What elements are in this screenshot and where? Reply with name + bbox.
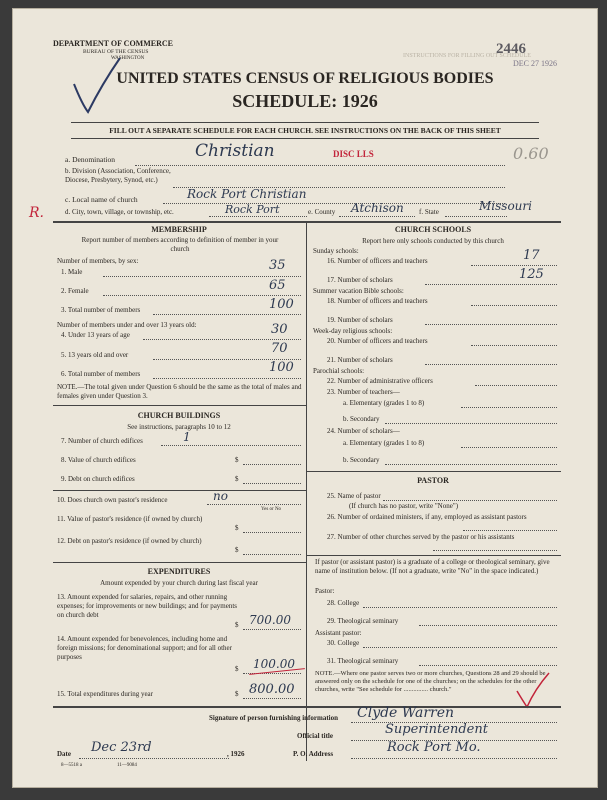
q24a-line xyxy=(461,447,557,448)
pastor-note: NOTE.—Where one pastor serves two or more churches, Questions 28 and 29 should be answered only on the schedule for one of the churches; on the schedules for the other churches, write "See schedule for ............... church." xyxy=(315,670,546,693)
q29-label: 29. Theological seminary xyxy=(327,617,399,625)
faint-instructions: INSTRUCTIONS FOR FILLING OUT SCHEDULE xyxy=(403,53,531,59)
q17-label: 17. Number of scholars xyxy=(327,276,393,284)
city-label: WASHINGTON xyxy=(111,56,145,61)
city-value: Rock Port xyxy=(225,203,280,216)
city-line xyxy=(209,216,307,217)
q22-line xyxy=(475,385,557,386)
q14-dollar: $ xyxy=(235,665,239,673)
expenditures-title: EXPENDITURES xyxy=(147,567,211,576)
q23-label: 23. Number of teachers— xyxy=(327,388,400,396)
section-divider xyxy=(306,471,561,472)
q14-label: 14. Amount expended for benevolences, including home and foreign missions; for denominational support; and for all other purposes xyxy=(57,635,232,661)
section-divider xyxy=(53,562,306,563)
local-name-value: Rock Port Christian xyxy=(187,187,307,201)
divider xyxy=(71,122,539,123)
membership-intro: Report number of members according to definition of member in your church xyxy=(81,236,279,253)
denomination-line xyxy=(135,165,505,166)
county-line xyxy=(339,216,415,217)
q11-line xyxy=(243,532,301,533)
q10-value: no xyxy=(213,489,228,503)
bureau-label: BUREAU OF THE CENSUS xyxy=(83,49,149,55)
section-divider xyxy=(53,405,306,406)
q11-dollar: $ xyxy=(235,524,239,532)
q5-value: 70 xyxy=(271,341,288,356)
q8-line xyxy=(243,464,301,465)
age-heading: Number of members under and over 13 years old: xyxy=(57,321,197,329)
q21-line xyxy=(425,364,557,365)
buildings-title: CHURCH BUILDINGS xyxy=(137,411,221,420)
assistant-heading: Assistant pastor: xyxy=(315,629,362,637)
date-label: Date xyxy=(57,750,71,758)
signature-label: Signature of person furnishing information xyxy=(209,714,338,722)
city-label: d. City, town, village, or township, etc. xyxy=(65,208,174,216)
form-number: 8—5518 a xyxy=(61,763,82,768)
stamp-date: DEC 27 1926 xyxy=(513,59,557,68)
signature-value: Clyde Warren xyxy=(357,705,455,721)
pastor-title: PASTOR xyxy=(417,476,449,485)
q31-label: 31. Theological seminary xyxy=(327,657,399,665)
po-address-line xyxy=(351,758,557,759)
section-divider xyxy=(53,490,306,491)
summer-heading: Summer vacation Bible schools: xyxy=(313,287,404,295)
section-divider xyxy=(53,221,561,223)
census-schedule-sheet xyxy=(12,8,598,788)
q16-label: 16. Number of officers and teachers xyxy=(327,257,428,265)
q17-line xyxy=(425,284,557,285)
official-title-value: Superintendent xyxy=(385,722,488,737)
q16-line xyxy=(471,265,557,266)
q9-line xyxy=(243,483,301,484)
q23b-line xyxy=(385,423,557,424)
state-value: Missouri xyxy=(479,199,532,213)
disc-stamp: DISC LLS xyxy=(333,149,374,159)
q17-value: 125 xyxy=(519,267,544,282)
county-label: e. County xyxy=(308,208,336,216)
q21-label: 21. Number of scholars xyxy=(327,356,393,364)
schools-intro: Report here only schools conducted by this church xyxy=(362,237,504,245)
r-mark: R. xyxy=(29,205,44,221)
county-value: Atchison xyxy=(351,201,404,215)
print-number: 11—9084 xyxy=(117,763,137,768)
q15-label: 15. Total expenditures during year xyxy=(57,690,153,698)
q1-label: 1. Male xyxy=(61,268,83,276)
q9-label: 9. Debt on church edifices xyxy=(61,475,135,483)
q25-line xyxy=(383,500,557,501)
q13-dollar: $ xyxy=(235,621,239,629)
date-year: , 1926 xyxy=(227,750,245,758)
local-name-label: c. Local name of church xyxy=(65,195,138,204)
q4-value: 30 xyxy=(271,322,288,337)
po-address-value: Rock Port Mo. xyxy=(387,740,481,755)
q2-label: 2. Female xyxy=(61,287,89,295)
q9-dollar: $ xyxy=(235,475,239,483)
q8-label: 8. Value of church edifices xyxy=(61,456,136,464)
q19-label: 19. Number of scholars xyxy=(327,316,393,324)
q7-label: 7. Number of church edifices xyxy=(61,437,143,445)
schools-title: CHURCH SCHOOLS xyxy=(394,225,472,234)
expenditures-intro: Amount expended by your church during last fiscal year xyxy=(100,579,258,587)
q4-line xyxy=(143,339,301,340)
section-divider xyxy=(306,555,561,556)
q23b-label: b. Secondary xyxy=(343,415,380,423)
denomination-label: a. Denomination xyxy=(65,155,115,164)
denomination-code: 0.60 xyxy=(513,144,549,163)
q7-value: 1 xyxy=(183,430,191,444)
q6-label: 6. Total number of members xyxy=(61,370,141,378)
division-label: b. Division (Association, Conference, Diocese, Presbytery, Synod, etc.) xyxy=(65,167,171,184)
q1-line xyxy=(103,276,301,277)
q31-line xyxy=(419,665,557,666)
q12-dollar: $ xyxy=(235,546,239,554)
q18-label: 18. Number of officers and teachers xyxy=(327,297,428,305)
po-address-label: P. O. Address xyxy=(293,750,334,758)
q24b-line xyxy=(385,464,557,465)
yes-or-no-note: Yes or No xyxy=(261,507,282,512)
q1-value: 35 xyxy=(269,258,286,273)
q6-line xyxy=(153,378,301,379)
state-label: f. State xyxy=(419,208,439,216)
q27-line xyxy=(433,550,557,551)
q10-label: 10. Does church own pastor's residence xyxy=(57,496,168,504)
q4-label: 4. Under 13 years of age xyxy=(61,331,130,339)
buildings-instruction: See instructions, paragraphs 10 to 12 xyxy=(127,423,231,431)
section-divider xyxy=(53,706,561,708)
q26-label: 26. Number of ordained ministers, if any, employed as assistant pastors xyxy=(327,513,527,521)
q3-value: 100 xyxy=(269,297,294,312)
divider xyxy=(71,138,539,139)
q28-label: 28. College xyxy=(327,599,360,607)
q24-label: 24. Number of scholars— xyxy=(327,427,400,435)
q24b-label: b. Secondary xyxy=(343,456,380,464)
q11-label: 11. Value of pastor's residence (if owned by church) xyxy=(57,515,203,523)
department-label: DEPARTMENT OF COMMERCE xyxy=(53,39,174,48)
q30-label: 30. College xyxy=(327,639,360,647)
membership-note: NOTE.—The total given under Question 6 should be the same as the total of males and females given under Question 3. xyxy=(57,383,302,400)
q20-line xyxy=(471,345,557,346)
q8-dollar: $ xyxy=(235,456,239,464)
date-line xyxy=(79,758,229,759)
by-sex-heading: Number of members, by sex: xyxy=(57,257,139,265)
form-subtitle: SCHEDULE: 1926 xyxy=(232,91,378,111)
check-mark-icon xyxy=(513,671,553,711)
q16-value: 17 xyxy=(523,248,540,263)
q12-label: 12. Debt on pastor's residence (if owned by church) xyxy=(57,537,202,545)
q13-value: 700.00 xyxy=(249,613,291,627)
q30-line xyxy=(363,647,557,648)
q3-label: 3. Total number of members xyxy=(61,306,141,314)
q13-line xyxy=(243,629,301,630)
q14-value: 100.00 xyxy=(253,657,295,671)
q2-value: 65 xyxy=(269,278,286,293)
weekday-heading: Week-day religious schools: xyxy=(313,327,393,335)
q28-line xyxy=(363,607,557,608)
q19-line xyxy=(425,324,557,325)
q26-line xyxy=(463,530,557,531)
membership-title: MEMBERSHIP xyxy=(151,225,207,234)
q12-line xyxy=(243,554,301,555)
q22-label: 22. Number of administrative officers xyxy=(327,377,433,385)
date-value: Dec 23rd xyxy=(91,740,152,755)
q27-label: 27. Number of other churches served by the pastor or his assistants xyxy=(327,533,515,541)
q7-line xyxy=(161,445,301,446)
q25-note: (If church has no pastor, write "None") xyxy=(349,502,459,510)
q13-label: 13. Amount expended for salaries, repairs, and other running expenses; for improvements or new buildings; and for payments on church debt xyxy=(57,593,238,619)
stamp-number: 2446 xyxy=(496,41,526,57)
state-line xyxy=(445,216,507,217)
q20-label: 20. Number of officers and teachers xyxy=(327,337,428,345)
sunday-heading: Sunday schools: xyxy=(313,247,359,255)
q23a-label: a. Elementary (grades 1 to 8) xyxy=(343,399,425,407)
parochial-heading: Parochial schools: xyxy=(313,367,365,375)
q3-line xyxy=(153,314,301,315)
official-title-label: Official title xyxy=(297,732,333,740)
q29-line xyxy=(419,625,557,626)
pastor-heading: Pastor: xyxy=(315,587,335,595)
graduate-note: If pastor (or assistant pastor) is a graduate of a college or theological seminary, give name of institution below. (If not a graduate, write "No" in the space indicated.) xyxy=(315,558,550,575)
q25-label: 25. Name of pastor xyxy=(327,492,381,500)
local-name-line xyxy=(163,203,505,204)
q15-line xyxy=(243,698,301,699)
q6-value: 100 xyxy=(269,360,294,375)
denomination-value: Christian xyxy=(195,141,275,161)
q15-value: 800.00 xyxy=(249,682,295,697)
q2-line xyxy=(103,295,301,296)
q18-line xyxy=(471,305,557,306)
q15-dollar: $ xyxy=(235,690,239,698)
q10-line xyxy=(207,504,301,505)
q23a-line xyxy=(461,407,557,408)
form-title: UNITED STATES CENSUS OF RELIGIOUS BODIES xyxy=(116,70,494,87)
q5-label: 5. 13 years old and over xyxy=(61,351,129,359)
column-divider xyxy=(306,221,307,761)
top-note: FILL OUT A SEPARATE SCHEDULE FOR EACH CHURCH. SEE INSTRUCTIONS ON THE BACK OF THIS SHEET xyxy=(109,126,501,135)
q24a-label: a. Elementary (grades 1 to 8) xyxy=(343,439,425,447)
